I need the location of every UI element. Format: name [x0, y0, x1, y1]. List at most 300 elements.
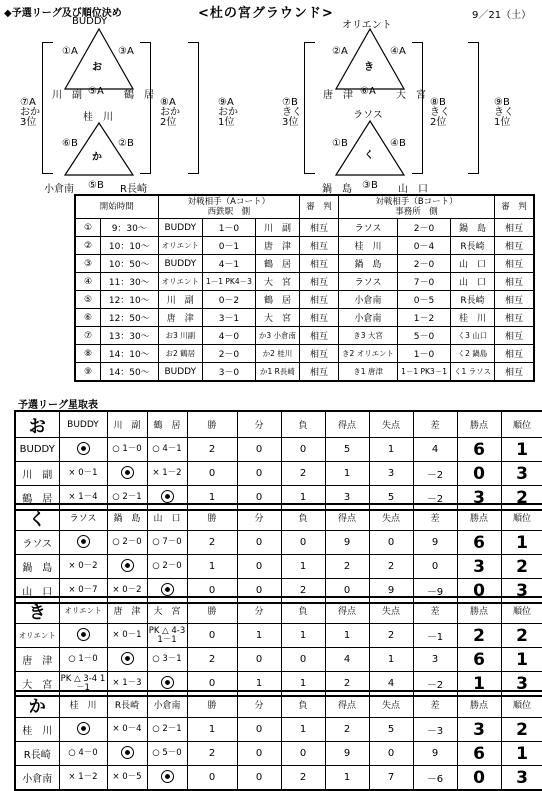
- stat-diff: －2: [413, 672, 457, 697]
- schedule-cell-b-away: 山 口: [450, 255, 494, 273]
- bracket-line: [468, 42, 479, 174]
- header-ga: 失点: [369, 691, 413, 718]
- team-column-header: 大 宮: [147, 597, 187, 624]
- schedule-cell-b-away: く1 ラソス: [450, 363, 494, 382]
- header-pts: 勝点: [457, 597, 501, 624]
- placement-label: ⑧A おか 2位: [160, 97, 180, 128]
- soccer-ball-icon: [77, 722, 90, 735]
- schedule-cell-a-ref: 相互: [300, 327, 339, 345]
- header-referee: 審 判: [495, 195, 535, 219]
- match-result-cell: × 0－4: [107, 718, 147, 742]
- self-match-ball-icon: [107, 462, 147, 486]
- schedule-cell-a-score: 2－0: [202, 345, 255, 363]
- header-loss: 負: [281, 504, 325, 531]
- team-label: BUDDY: [72, 16, 108, 27]
- match-slot: ①A: [62, 46, 78, 57]
- team-label: R長崎: [120, 184, 147, 195]
- header-gf: 得点: [325, 504, 369, 531]
- stat-d: 0: [237, 766, 281, 791]
- schedule-cell-no: ⑦: [75, 327, 101, 345]
- stat-diff: －2: [413, 486, 457, 511]
- self-match-ball-icon: [107, 555, 147, 579]
- header-court-a: 対戦相手（Aコート） 西鉄駅 側: [158, 195, 299, 219]
- match-result-cell: ○ 1－0: [107, 438, 147, 462]
- schedule-row: [75, 273, 534, 291]
- self-match-ball-icon: [107, 648, 147, 672]
- schedule-cell-b-ref: 相互: [495, 363, 535, 382]
- schedule-cell-b-ref: 相互: [495, 327, 535, 345]
- soccer-ball-icon: [121, 466, 134, 479]
- schedule-cell-a-ref: 相互: [300, 219, 339, 237]
- team-name: 鶴 居: [15, 486, 59, 511]
- team-name: 川 副: [15, 462, 59, 486]
- match-result-cell: × 1－2: [147, 462, 187, 486]
- schedule-cell-b-home: ラソス: [339, 219, 398, 237]
- stat-rank: 2: [501, 555, 542, 579]
- schedule-cell-b-home: ラソス: [339, 273, 398, 291]
- team-name: 山 口: [15, 579, 59, 604]
- standings-row: [15, 531, 542, 555]
- match-result-cell: × 0－2: [59, 555, 107, 579]
- schedule-cell-b-home: 鍋 島: [339, 255, 398, 273]
- stat-w: 0: [187, 462, 237, 486]
- stat-w: 2: [187, 648, 237, 672]
- standings-row: [15, 718, 542, 742]
- stat-gf: 1: [325, 462, 369, 486]
- standings-row: [15, 766, 542, 791]
- schedule-cell-a-ref: 相互: [300, 273, 339, 291]
- stat-diff: 9: [413, 742, 457, 766]
- schedule-cell-a-ref: 相互: [300, 291, 339, 309]
- schedule-cell-b-score: 1－2: [398, 309, 451, 327]
- match-result-cell: PK △ 3-4 1－1: [59, 672, 107, 697]
- stat-pts: 3: [457, 718, 501, 742]
- stat-rank: 1: [501, 648, 542, 672]
- match-result-cell: × 1－2: [59, 766, 107, 791]
- stat-d: 1: [237, 672, 281, 697]
- schedule-cell-time: 14：50～: [101, 363, 159, 382]
- schedule-cell-b-score: 2－0: [398, 219, 451, 237]
- header-win: 勝: [187, 597, 237, 624]
- stat-pts: 3: [457, 555, 501, 579]
- header-pts: 勝点: [457, 504, 501, 531]
- stat-ga: 1: [369, 648, 413, 672]
- stat-gf: 2: [325, 672, 369, 697]
- header-draw: 分: [237, 597, 281, 624]
- schedule-cell-a-score: 4－1: [202, 255, 255, 273]
- header-gf: 得点: [325, 597, 369, 624]
- soccer-ball-icon: [121, 652, 134, 665]
- schedule-cell-a-away: か3 小倉南: [255, 327, 299, 345]
- header-ga: 失点: [369, 504, 413, 531]
- stat-l: 2: [281, 766, 325, 791]
- stat-gf: 4: [325, 648, 369, 672]
- schedule-cell-a-score: 1－1 PK4－3: [202, 273, 255, 291]
- schedule-cell-a-score: 3－1: [202, 309, 255, 327]
- schedule-cell-a-away: 大 宮: [255, 273, 299, 291]
- stat-d: 1: [237, 624, 281, 648]
- schedule-cell-a-score: 1－0: [202, 219, 255, 237]
- schedule-cell-b-away: く3 山口: [450, 327, 494, 345]
- schedule-cell-a-away: か1 R長崎: [255, 363, 299, 382]
- stat-gf: 2: [325, 718, 369, 742]
- stat-l: 1: [281, 672, 325, 697]
- standings-title: 予選リーグ星取表: [18, 400, 98, 411]
- group-symbol: か: [15, 691, 59, 718]
- schedule-cell-time: 12：10～: [101, 291, 159, 309]
- stat-l: 0: [281, 438, 325, 462]
- team-label: 唐 津: [323, 90, 353, 101]
- match-result-cell: ○ 1－0: [59, 648, 107, 672]
- schedule-cell-b-score: 0－5: [398, 291, 451, 309]
- stat-w: 2: [187, 742, 237, 766]
- page-title: <杜の宮グラウンド>: [198, 6, 334, 21]
- header-pts: 勝点: [457, 411, 501, 438]
- self-match-ball-icon: [107, 742, 147, 766]
- schedule-cell-a-ref: 相互: [300, 255, 339, 273]
- match-schedule-table: [74, 194, 535, 382]
- schedule-cell-b-score: 5－0: [398, 327, 451, 345]
- match-result-cell: ○ 7－0: [147, 531, 187, 555]
- header-win: 勝: [187, 411, 237, 438]
- schedule-cell-no: ⑥: [75, 309, 101, 327]
- match-slot: ⑤B: [88, 180, 104, 191]
- stat-ga: 0: [369, 742, 413, 766]
- header-rank: 順位: [501, 504, 542, 531]
- stat-rank: 1: [501, 742, 542, 766]
- header-rank: 順位: [501, 691, 542, 718]
- header-time: 開始時間: [75, 195, 158, 219]
- match-result-cell: × 1－4: [59, 486, 107, 511]
- match-result-cell: ○ 2－1: [147, 718, 187, 742]
- stat-ga: 5: [369, 486, 413, 511]
- team-name: 大 宮: [15, 672, 59, 697]
- team-column-header: オリエント: [59, 597, 107, 624]
- schedule-cell-a-ref: 相互: [300, 237, 339, 255]
- header-diff: 差: [413, 691, 457, 718]
- team-label: 鶴 居: [124, 90, 154, 101]
- stat-ga: 9: [369, 579, 413, 604]
- match-slot: ⑥B: [62, 138, 78, 149]
- schedule-cell-a-away: 川 副: [255, 219, 299, 237]
- stat-pts: 3: [457, 486, 501, 511]
- stat-l: 1: [281, 555, 325, 579]
- event-date: 9／21（土）: [472, 10, 532, 21]
- header-loss: 負: [281, 597, 325, 624]
- schedule-cell-b-home: 小倉南: [339, 291, 398, 309]
- schedule-cell-no: ②: [75, 237, 101, 255]
- schedule-cell-b-score: 1－1 PK3－1: [398, 363, 451, 382]
- schedule-cell-a-home: BUDDY: [158, 363, 202, 382]
- standings-row: [15, 462, 542, 486]
- match-slot: ⑤A: [88, 86, 104, 97]
- match-slot: ④B: [390, 138, 406, 149]
- stat-ga: 2: [369, 624, 413, 648]
- stat-w: 2: [187, 438, 237, 462]
- soccer-ball-icon: [77, 535, 90, 548]
- stat-diff: 9: [413, 531, 457, 555]
- schedule-cell-a-home: オリエント: [158, 237, 202, 255]
- schedule-cell-no: ⑨: [75, 363, 101, 382]
- header-win: 勝: [187, 504, 237, 531]
- match-result-cell: ○ 3－1: [147, 648, 187, 672]
- stat-ga: 5: [369, 718, 413, 742]
- schedule-row: [75, 363, 534, 382]
- team-label: ラソス: [353, 110, 383, 121]
- schedule-cell-a-home: BUDDY: [158, 255, 202, 273]
- schedule-row: [75, 309, 534, 327]
- standings-row: [15, 742, 542, 766]
- group-symbol: き: [364, 62, 374, 73]
- match-result-cell: × 1－3: [107, 672, 147, 697]
- stat-pts: 6: [457, 742, 501, 766]
- schedule-cell-no: ①: [75, 219, 101, 237]
- stat-diff: －9: [413, 579, 457, 604]
- team-name: オリエント: [15, 624, 59, 648]
- team-name: 唐 津: [15, 648, 59, 672]
- stat-gf: 9: [325, 531, 369, 555]
- stat-d: 0: [237, 742, 281, 766]
- stat-l: 2: [281, 579, 325, 604]
- team-column-header: R長崎: [107, 691, 147, 718]
- stat-l: 0: [281, 531, 325, 555]
- schedule-cell-a-score: 0－1: [202, 237, 255, 255]
- header-diff: 差: [413, 597, 457, 624]
- schedule-cell-a-home: BUDDY: [158, 219, 202, 237]
- stat-ga: 1: [369, 438, 413, 462]
- team-column-header: 川 副: [107, 411, 147, 438]
- schedule-cell-time: 14：10～: [101, 345, 159, 363]
- header-referee: 審 判: [300, 195, 339, 219]
- schedule-cell-b-away: R長崎: [450, 291, 494, 309]
- match-result-cell: ○ 2－1: [107, 486, 147, 511]
- stat-w: 1: [187, 486, 237, 511]
- schedule-cell-no: ⑧: [75, 345, 101, 363]
- schedule-cell-a-ref: 相互: [300, 309, 339, 327]
- schedule-cell-b-away: R長崎: [450, 237, 494, 255]
- stat-diff: －3: [413, 718, 457, 742]
- match-slot: ②A: [332, 46, 348, 57]
- schedule-cell-b-away: 桂 川: [450, 309, 494, 327]
- stat-pts: 0: [457, 766, 501, 791]
- self-match-ball-icon: [59, 718, 107, 742]
- stat-diff: 0: [413, 555, 457, 579]
- match-result-cell: × 0－1: [107, 624, 147, 648]
- bracket-line: [412, 42, 423, 174]
- team-label: 川 副: [52, 90, 82, 101]
- stat-diff: 3: [413, 648, 457, 672]
- stat-rank: 3: [501, 766, 542, 791]
- team-label: 小倉南: [44, 184, 74, 195]
- team-column-header: 鶴 居: [147, 411, 187, 438]
- schedule-cell-a-ref: 相互: [300, 345, 339, 363]
- soccer-ball-icon: [161, 583, 174, 596]
- standings-row: [15, 438, 542, 462]
- schedule-cell-a-score: 3－0: [202, 363, 255, 382]
- schedule-cell-b-away: 鍋 島: [450, 219, 494, 237]
- team-name: 小倉南: [15, 766, 59, 791]
- self-match-ball-icon: [59, 624, 107, 648]
- placement-label: ⑦B きく 3位: [282, 97, 302, 128]
- team-column-header: BUDDY: [59, 411, 107, 438]
- stat-diff: －1: [413, 624, 457, 648]
- schedule-row: [75, 345, 534, 363]
- schedule-cell-b-ref: 相互: [495, 255, 535, 273]
- standings-row: [15, 555, 542, 579]
- team-column-header: 鍋 島: [107, 504, 147, 531]
- group-symbol: く: [364, 150, 374, 161]
- header-loss: 負: [281, 411, 325, 438]
- header-draw: 分: [237, 411, 281, 438]
- team-column-header: 桂 川: [59, 691, 107, 718]
- schedule-cell-a-home: 川 副: [158, 291, 202, 309]
- schedule-cell-time: 9：30～: [101, 219, 159, 237]
- match-result-cell: ○ 4－0: [59, 742, 107, 766]
- stat-rank: 2: [501, 624, 542, 648]
- stat-gf: 0: [325, 579, 369, 604]
- match-result-cell: × 0－2: [107, 579, 147, 604]
- team-name: 鍋 島: [15, 555, 59, 579]
- group-symbol: か: [92, 152, 102, 163]
- stat-gf: 1: [325, 624, 369, 648]
- stat-l: 2: [281, 462, 325, 486]
- stat-diff: －6: [413, 766, 457, 791]
- header-gf: 得点: [325, 691, 369, 718]
- soccer-ball-icon: [121, 559, 134, 572]
- header-court-b: 対戦相手（Bコート） 事務所 側: [339, 195, 495, 219]
- header-diff: 差: [413, 411, 457, 438]
- header-draw: 分: [237, 504, 281, 531]
- soccer-ball-icon: [161, 676, 174, 689]
- group-symbol: お: [15, 411, 59, 438]
- stat-w: 1: [187, 555, 237, 579]
- schedule-cell-a-away: 鶴 居: [255, 291, 299, 309]
- schedule-cell-time: 12：50～: [101, 309, 159, 327]
- match-result-cell: ○ 2－0: [147, 555, 187, 579]
- stat-rank: 2: [501, 718, 542, 742]
- team-label: オリエント: [342, 20, 392, 31]
- stat-l: 0: [281, 742, 325, 766]
- stat-pts: 6: [457, 531, 501, 555]
- schedule-cell-b-ref: 相互: [495, 219, 535, 237]
- placement-label: ⑧B きく 2位: [430, 97, 450, 128]
- stat-diff: 4: [413, 438, 457, 462]
- schedule-cell-b-home: き2 オリエント: [339, 345, 398, 363]
- schedule-cell-a-away: か2 桂川: [255, 345, 299, 363]
- stat-ga: 2: [369, 555, 413, 579]
- schedule-cell-a-away: 鶴 居: [255, 255, 299, 273]
- schedule-cell-time: 10：10～: [101, 237, 159, 255]
- placement-label: ⑦A おか 3位: [20, 97, 40, 128]
- match-result-cell: ○ 5－0: [147, 742, 187, 766]
- schedule-cell-b-score: 7－0: [398, 273, 451, 291]
- stat-d: 0: [237, 438, 281, 462]
- match-result-cell: × 0－1: [59, 462, 107, 486]
- team-column-header: ラソス: [59, 504, 107, 531]
- stat-d: 0: [237, 718, 281, 742]
- stat-w: 0: [187, 672, 237, 697]
- schedule-cell-b-home: き3 大宮: [339, 327, 398, 345]
- schedule-row: [75, 237, 534, 255]
- match-slot: ③B: [362, 180, 378, 191]
- team-column-header: 小倉南: [147, 691, 187, 718]
- stat-l: 0: [281, 648, 325, 672]
- stat-rank: 2: [501, 486, 542, 511]
- schedule-cell-a-score: 4－0: [202, 327, 255, 345]
- stat-ga: 4: [369, 672, 413, 697]
- stat-pts: 6: [457, 438, 501, 462]
- schedule-cell-a-home: 唐 津: [158, 309, 202, 327]
- schedule-cell-b-score: 2－0: [398, 255, 451, 273]
- stat-d: 0: [237, 648, 281, 672]
- schedule-cell-time: 10：50～: [101, 255, 159, 273]
- schedule-cell-a-ref: 相互: [300, 363, 339, 382]
- header-pts: 勝点: [457, 691, 501, 718]
- header-draw: 分: [237, 691, 281, 718]
- schedule-cell-a-home: オリエント: [158, 273, 202, 291]
- soccer-ball-icon: [161, 770, 174, 783]
- schedule-cell-b-home: き1 唐津: [339, 363, 398, 382]
- team-name: 桂 川: [15, 718, 59, 742]
- team-column-header: 唐 津: [107, 597, 147, 624]
- stat-pts: 0: [457, 579, 501, 604]
- stat-pts: 6: [457, 648, 501, 672]
- header-gf: 得点: [325, 411, 369, 438]
- bracket-line: [188, 42, 199, 174]
- stat-w: 0: [187, 766, 237, 791]
- stat-d: 0: [237, 555, 281, 579]
- stat-rank: 3: [501, 672, 542, 697]
- schedule-cell-time: 13：30～: [101, 327, 159, 345]
- soccer-ball-icon: [77, 442, 90, 455]
- schedule-row: [75, 291, 534, 309]
- team-label: 大 宮: [396, 90, 426, 101]
- schedule-cell-b-score: 0－4: [398, 237, 451, 255]
- schedule-cell-a-home: お2 鶴居: [158, 345, 202, 363]
- header-ga: 失点: [369, 597, 413, 624]
- schedule-row: [75, 255, 534, 273]
- match-result-cell: × 0－7: [59, 579, 107, 604]
- match-slot: ④A: [390, 46, 406, 57]
- schedule-cell-b-ref: 相互: [495, 309, 535, 327]
- schedule-cell-b-home: 小倉南: [339, 309, 398, 327]
- soccer-ball-icon: [77, 628, 90, 641]
- stat-pts: 2: [457, 624, 501, 648]
- stat-rank: 3: [501, 462, 542, 486]
- stat-diff: －2: [413, 462, 457, 486]
- stat-d: 0: [237, 531, 281, 555]
- standings-table-group: [14, 503, 542, 604]
- placement-label: ⑨B きく 1位: [494, 97, 514, 128]
- standings-table-group: [14, 690, 542, 791]
- self-match-ball-icon: [147, 766, 187, 791]
- schedule-cell-no: ④: [75, 273, 101, 291]
- schedule-cell-b-score: 1－0: [398, 345, 451, 363]
- self-match-ball-icon: [59, 438, 107, 462]
- stat-ga: 0: [369, 531, 413, 555]
- schedule-cell-b-away: 山 口: [450, 273, 494, 291]
- stat-d: 0: [237, 579, 281, 604]
- stat-gf: 5: [325, 438, 369, 462]
- stat-ga: 7: [369, 766, 413, 791]
- soccer-ball-icon: [161, 490, 174, 503]
- schedule-cell-b-ref: 相互: [495, 291, 535, 309]
- stat-ga: 3: [369, 462, 413, 486]
- stat-rank: 1: [501, 438, 542, 462]
- stat-w: 0: [187, 579, 237, 604]
- header-loss: 負: [281, 691, 325, 718]
- group-symbol: お: [92, 62, 102, 73]
